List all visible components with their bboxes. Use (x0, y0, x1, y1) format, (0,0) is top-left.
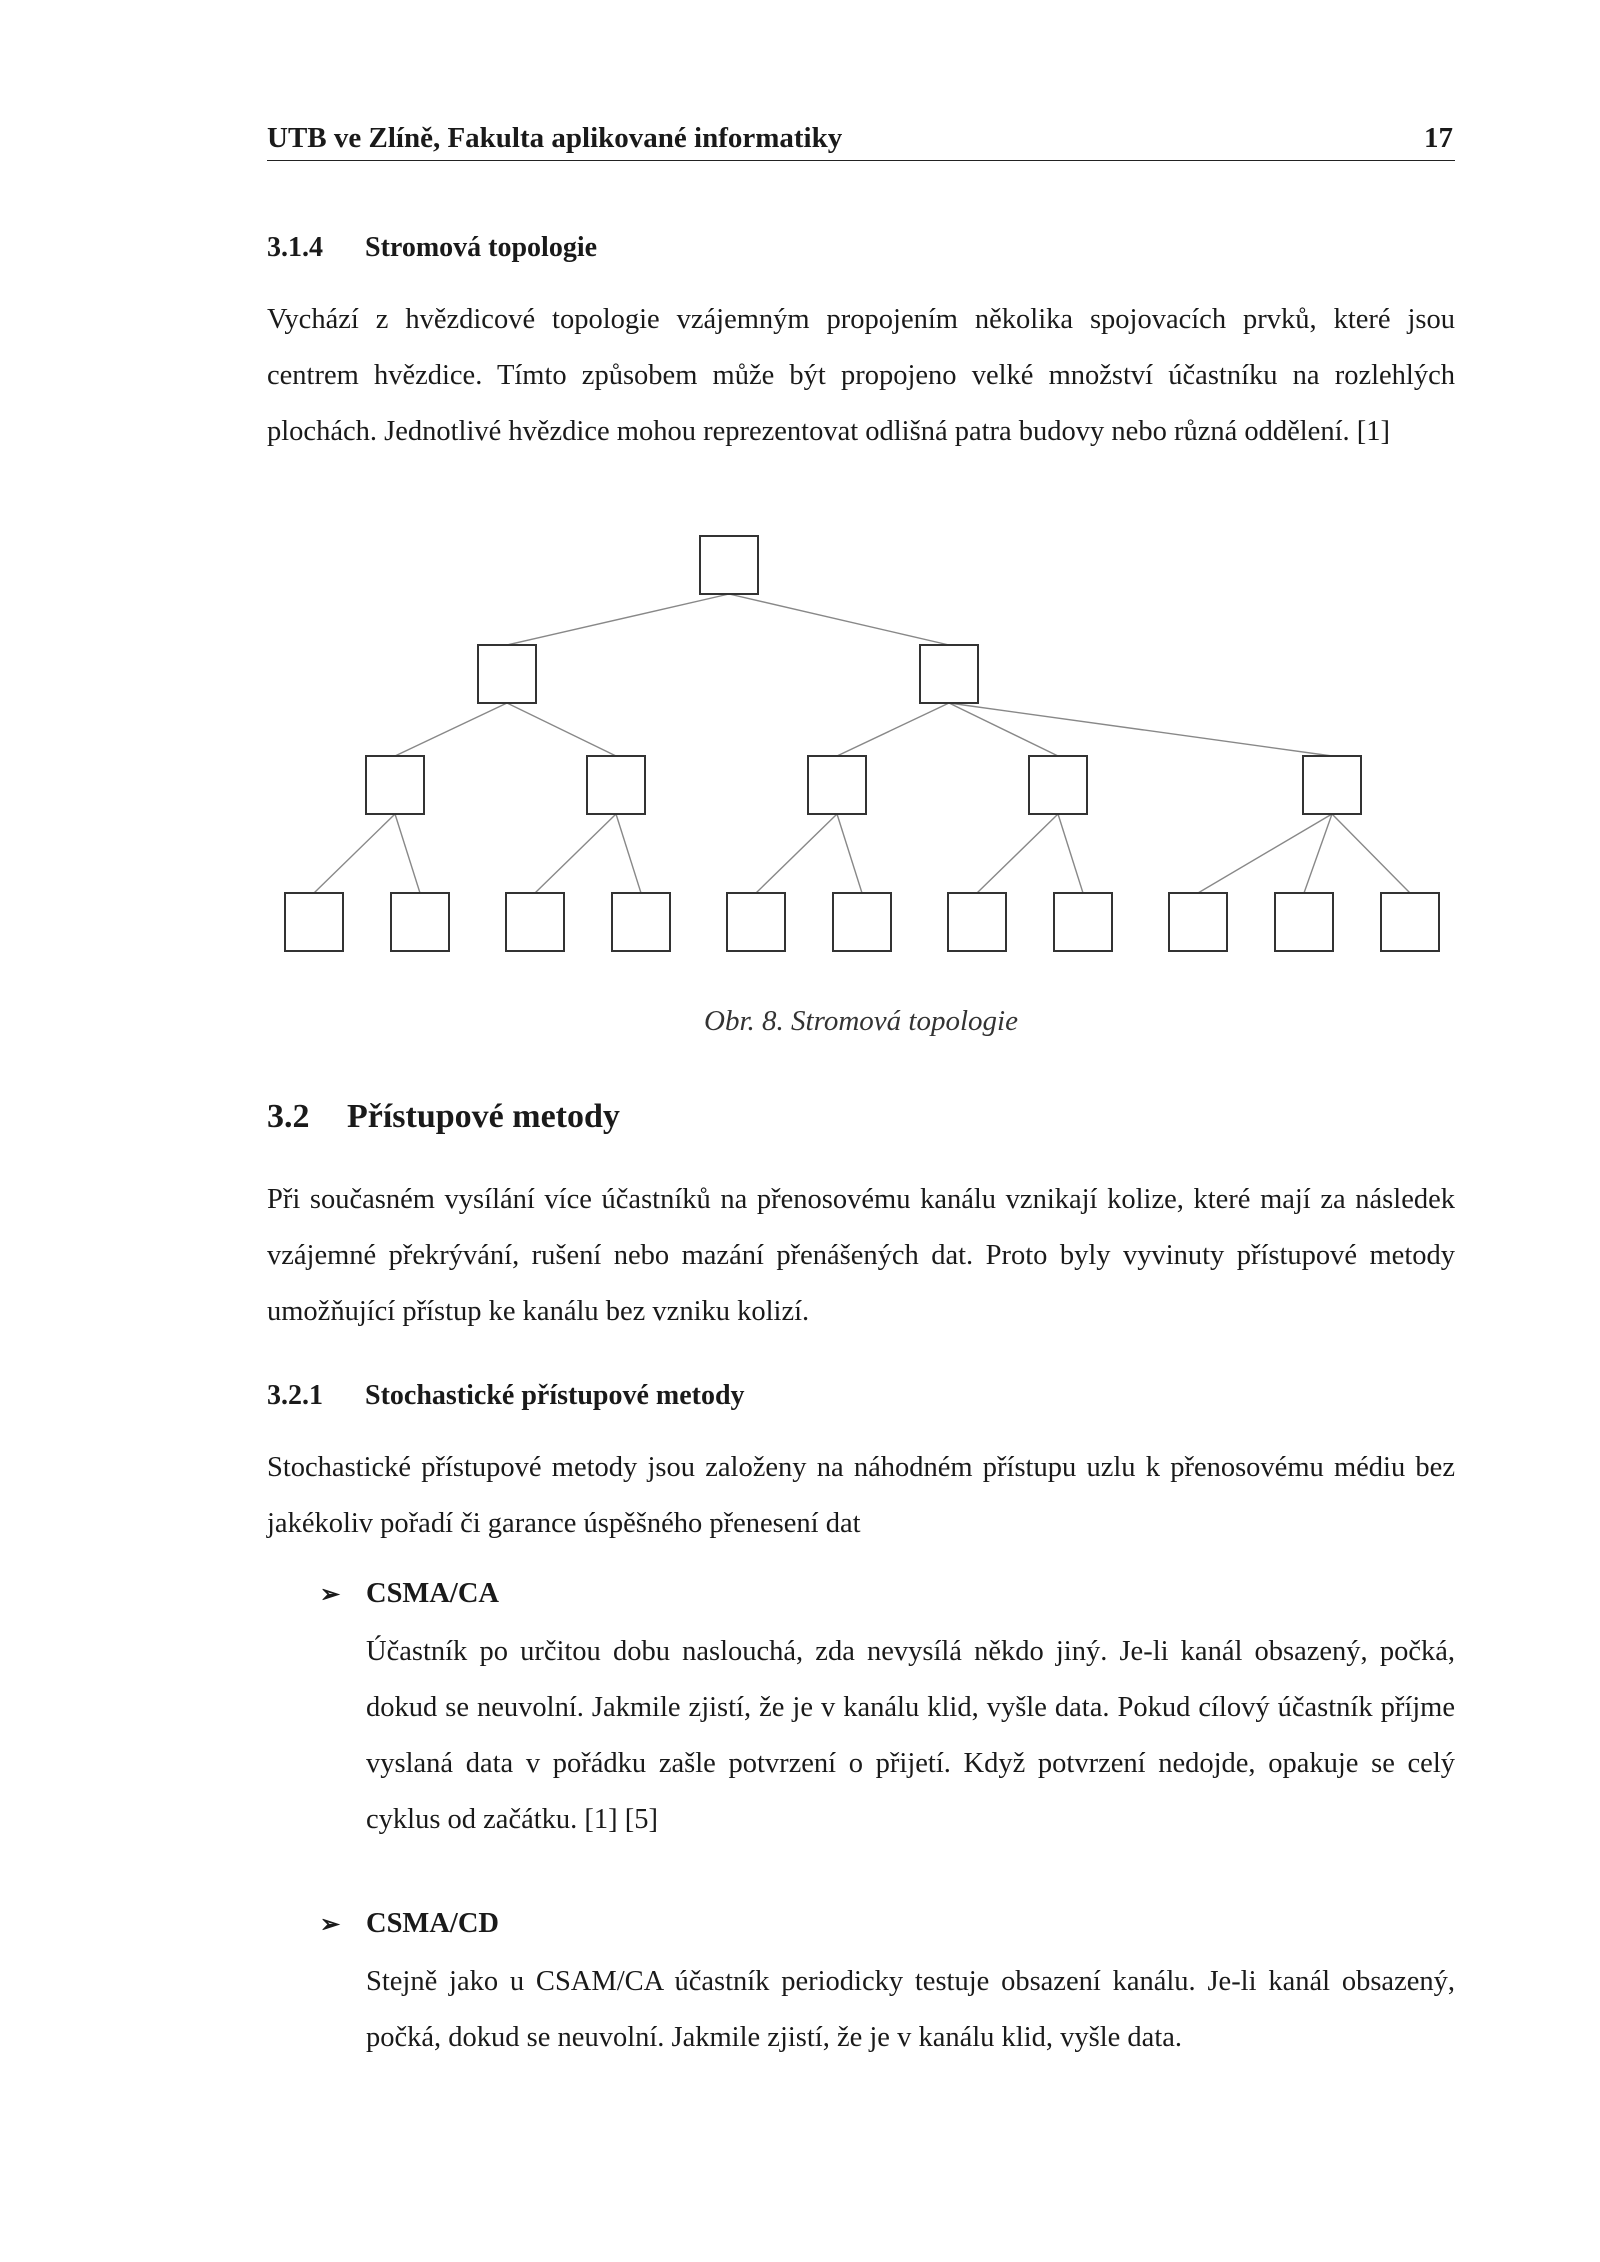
tree-link (535, 814, 616, 893)
tree-link (949, 703, 1332, 756)
tree-node (1169, 893, 1227, 951)
heading-number: 3.2 (267, 1098, 310, 1135)
tree-link (1304, 814, 1332, 893)
tree-link (395, 814, 420, 893)
tree-link (507, 703, 616, 756)
header-title: UTB ve Zlíně, Fakulta aplikované informatiky (267, 122, 843, 154)
heading-3-2 (267, 1098, 620, 1136)
tree-node (808, 756, 866, 814)
tree-link (729, 594, 949, 645)
tree-node (391, 893, 449, 951)
tree-node (366, 756, 424, 814)
bullet-csma-cd-title (320, 1908, 499, 1940)
tree-node (727, 893, 785, 951)
bullet-csma-cd-text: Stejně jako u CSAM/CA účastník periodicky testuje obsazení kanálu. Je-li kanál obsazený, počká, dokud se neuvolní. Jakmile zjistí, že je v kanálu klid, vyšle data. (366, 1966, 1455, 2053)
arrow-bullet-icon: ➢ (320, 1582, 341, 1608)
page-number: 17 (1424, 122, 1453, 154)
bullet-csma-ca-text: Účastník po určitou dobu naslouchá, zda nevysílá někdo jiný. Je-li kanál obsazený, počká, dokud se neuvolní. Jakmile zjistí, že je v kanálu klid, vyšle data. Pokud cílový účastník příjme vyslaná data v pořádku zašle potvrzení o přijetí. Když potvrzení nedojde, opakuje se celý cyklus od začátku. [1] [5] (366, 1636, 1455, 1835)
heading-text: Přístupové metody (347, 1098, 620, 1135)
tree-node (700, 536, 758, 594)
arrow-bullet-icon: ➢ (320, 1912, 341, 1938)
tree-node (1275, 893, 1333, 951)
paragraph-stochastic-methods: Stochastické přístupové metody jsou založeny na náhodném přístupu uzlu k přenosovému médiu bez jakékoliv pořadí či garance úspěšného přenesení dat (267, 1452, 1455, 1539)
figure-caption: Obr. 8. Stromová topologie (704, 1005, 1018, 1037)
tree-link (616, 814, 641, 893)
tree-node (285, 893, 343, 951)
tree-connections (314, 594, 1410, 893)
tree-link (1332, 814, 1410, 893)
heading-3-2-1 (267, 1380, 745, 1412)
tree-node (1381, 893, 1439, 951)
bullet-label: CSMA/CA (366, 1578, 499, 1609)
heading-text: Stochastické přístupové metody (365, 1380, 745, 1411)
tree-node (506, 893, 564, 951)
paragraph-access-methods: Při současném vysílání více účastníků na přenosovému kanálu vznikají kolize, které mají za následek vzájemné překrývání, rušení nebo mazání přenášených dat. Proto byly vyvinuty přístupové metody umožňující přístup ke kanálu bez vzniku kolizí. (267, 1184, 1455, 1327)
tree-node (833, 893, 891, 951)
heading-number: 3.1.4 (267, 232, 323, 263)
tree-link (507, 594, 729, 645)
tree-link (977, 814, 1058, 893)
tree-topology-diagram (0, 0, 1600, 1000)
tree-node (1303, 756, 1361, 814)
bullet-label: CSMA/CD (366, 1908, 499, 1939)
tree-node (612, 893, 670, 951)
tree-link (837, 703, 949, 756)
tree-node (948, 893, 1006, 951)
bullet-csma-ca-title (320, 1578, 499, 1610)
tree-link (1058, 814, 1083, 893)
tree-link (756, 814, 837, 893)
paragraph-tree-topology: Vychází z hvězdicové topologie vzájemným propojením několika spojovacích prvků, které jsou centrem hvězdice. Tímto způsobem může být propojeno velké množství účastníku na rozlehlých plochách. Jednotlivé hvězdice mohou reprezentovat odlišná patra budovy nebo různá oddělení. [1] (267, 304, 1455, 447)
tree-node (587, 756, 645, 814)
tree-link (837, 814, 862, 893)
tree-link (395, 703, 507, 756)
heading-text: Stromová topologie (365, 232, 598, 263)
tree-node (1029, 756, 1087, 814)
tree-link (1198, 814, 1332, 893)
tree-node (478, 645, 536, 703)
tree-node (1054, 893, 1112, 951)
heading-number: 3.2.1 (267, 1380, 323, 1411)
tree-link (314, 814, 395, 893)
tree-node (920, 645, 978, 703)
